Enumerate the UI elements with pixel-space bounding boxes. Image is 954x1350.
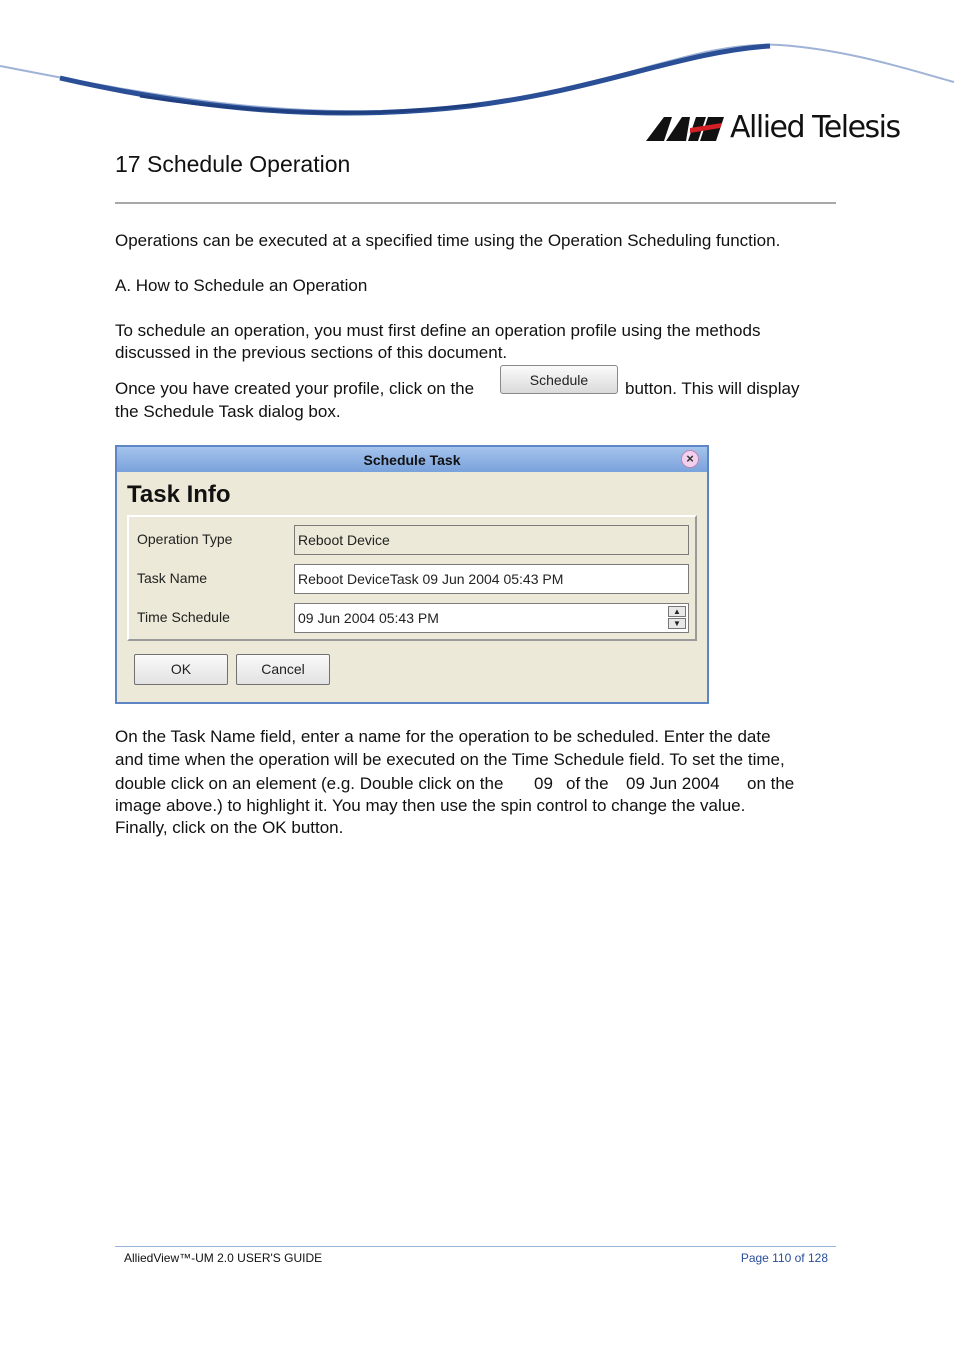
footer-divider [115,1246,836,1247]
para1-line1: To schedule an operation, you must first define an operation profile using the methods [115,321,761,340]
time-schedule-value: 09 Jun 2004 05:43 PM [298,610,439,626]
para2-before: Once you have created your profile, click on the [115,379,475,398]
subheading: A. How to Schedule an Operation [115,276,368,295]
intro-paragraph: Operations can be executed at a specified time using the Operation Scheduling function. [115,231,781,250]
title-divider [115,202,836,204]
footer-page-number: Page 110 of 128 [740,1251,828,1265]
instructions-line1: On the Task Name field, enter a name for the operation to be scheduled. Enter the date [115,727,771,746]
page-title: 17 Schedule Operation [115,151,351,177]
para2-after: button. This will display [625,379,800,398]
ok-button[interactable]: OK [134,654,228,685]
para1-line2: discussed in the previous sections of this document. [115,343,508,362]
logo-mark-icon [646,114,724,142]
task-info-panel [127,515,697,641]
task-name-label: Task Name [137,570,208,586]
para2-line2: the Schedule Task dialog box. [115,402,341,421]
footer-guide-title: AlliedView™-UM 2.0 USER'S GUIDE [124,1251,323,1265]
operation-type-label: Operation Type [137,531,233,547]
instructions-line3b: 09 [534,774,553,793]
instructions-line3e: on the [747,774,795,793]
spin-control[interactable] [668,606,686,630]
operation-type-field: Reboot Device [294,525,689,555]
time-schedule-spinner[interactable] [294,603,689,633]
instructions-line5: Finally, click on the OK button. [115,818,344,837]
time-schedule-label: Time Schedule [137,609,230,625]
instructions-line2: and time when the operation will be executed on the Time Schedule field. To set the time, [115,750,785,769]
dialog-titlebar [117,447,707,472]
schedule-button-image: Schedule [500,365,618,394]
cancel-button[interactable]: Cancel [236,654,330,685]
instructions-line3a: double click on an element (e.g. Double click on the [115,774,504,793]
schedule-task-dialog [115,445,709,704]
dialog-title: Schedule Task [363,452,461,468]
task-name-input[interactable]: Reboot DeviceTask 09 Jun 2004 05:43 PM [294,564,689,594]
instructions-line3c: of the [566,774,609,793]
spin-down-icon[interactable]: ▼ [668,618,686,629]
spin-up-icon[interactable]: ▲ [668,606,686,617]
allied-telesis-logo [646,108,900,148]
task-info-heading: Task Info [127,481,231,508]
logo-text: Allied Telesis [730,110,900,145]
instructions-line3d: 09 Jun 2004 [626,774,720,793]
instructions-line4: image above.) to highlight it. You may then use the spin control to change the value. [115,796,746,815]
close-icon[interactable]: × [681,450,699,468]
